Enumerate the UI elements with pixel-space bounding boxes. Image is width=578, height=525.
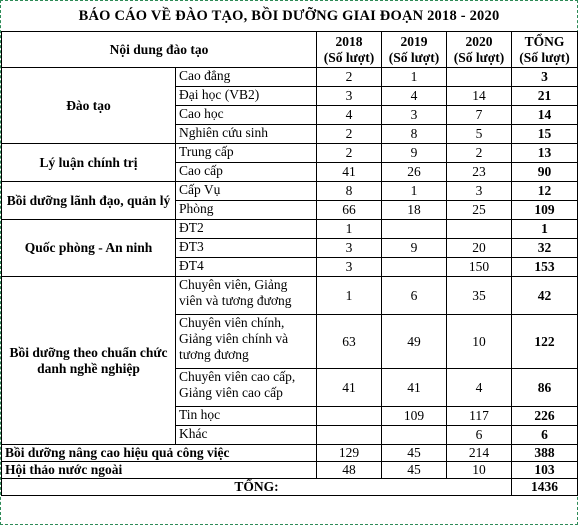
cell-2019: 49 (382, 315, 447, 369)
table-row (2, 445, 578, 462)
row-label: Trung cấp (176, 144, 317, 163)
cell-2020: 150 (447, 258, 512, 277)
cell-2020: 35 (447, 277, 512, 315)
cell-total: 1 (512, 220, 578, 239)
cell-total: 109 (512, 201, 578, 220)
cell-total: 103 (512, 462, 578, 479)
table-row (2, 182, 578, 201)
cell-2019: 9 (382, 239, 447, 258)
cell-total: 90 (512, 163, 578, 182)
cell-2018: 41 (317, 163, 382, 182)
cell-2018: 4 (317, 106, 382, 125)
header-2019: 2019 (Số lượt) (382, 32, 447, 68)
row-label: Cao học (176, 106, 317, 125)
cell-total: 6 (512, 426, 578, 445)
table-row (2, 68, 578, 87)
table-row (2, 462, 578, 479)
cell-2020: 10 (447, 462, 512, 479)
cell-2018: 129 (317, 445, 382, 462)
cell-2020 (447, 220, 512, 239)
cell-2019 (382, 258, 447, 277)
cell-2020 (447, 68, 512, 87)
cell-2020: 2 (447, 144, 512, 163)
cell-2018 (317, 407, 382, 426)
table-header-row (2, 32, 578, 68)
cell-2018: 1 (317, 277, 382, 315)
cell-2019: 6 (382, 277, 447, 315)
cell-2018: 2 (317, 125, 382, 144)
cell-2018: 63 (317, 315, 382, 369)
group-lanh-dao: Bồi dưỡng lãnh đạo, quản lý (2, 182, 176, 220)
cell-2018: 48 (317, 462, 382, 479)
group-chuan-chuc-danh: Bồi dưỡng theo chuẩn chức danh nghề nghiệp (2, 277, 176, 445)
grand-total-label: TỔNG: (2, 479, 512, 496)
header-content: Nội dung đào tạo (2, 32, 317, 68)
cell-2018: 41 (317, 369, 382, 407)
group-quoc-phong: Quốc phòng - An ninh (2, 220, 176, 277)
cell-2018: 1 (317, 220, 382, 239)
group-dao-tao: Đào tạo (2, 68, 176, 144)
row-label: ĐT2 (176, 220, 317, 239)
cell-2018 (317, 426, 382, 445)
cell-total: 122 (512, 315, 578, 369)
header-2018: 2018 (Số lượt) (317, 32, 382, 68)
group-ly-luan: Lý luận chính trị (2, 144, 176, 182)
cell-2019: 45 (382, 462, 447, 479)
cell-total: 388 (512, 445, 578, 462)
row-label: Chuyên viên, Giảng viên và tương đương (176, 277, 317, 315)
cell-total: 86 (512, 369, 578, 407)
cell-2020: 4 (447, 369, 512, 407)
cell-2019: 9 (382, 144, 447, 163)
header-total: TỔNG (Số lượt) (512, 32, 578, 68)
grand-total-row (2, 479, 578, 496)
cell-2020: 10 (447, 315, 512, 369)
cell-2019: 109 (382, 407, 447, 426)
cell-2018: 2 (317, 144, 382, 163)
cell-2018: 3 (317, 87, 382, 106)
row-label: Khác (176, 426, 317, 445)
cell-2019: 1 (382, 182, 447, 201)
table-row (2, 220, 578, 239)
cell-2018: 2 (317, 68, 382, 87)
cell-2019: 45 (382, 445, 447, 462)
grand-total-value: 1436 (512, 479, 578, 496)
row-label: Chuyên viên cao cấp, Giảng viên cao cấp (176, 369, 317, 407)
cell-total: 3 (512, 68, 578, 87)
cell-2018: 3 (317, 258, 382, 277)
group-hieu-qua: Bồi dưỡng nâng cao hiệu quả công việc (2, 445, 317, 462)
row-label: Cao đẳng (176, 68, 317, 87)
group-hoi-thao: Hội thảo nước ngoài (2, 462, 317, 479)
training-report-table (1, 31, 578, 496)
cell-2020: 23 (447, 163, 512, 182)
row-label: Tin học (176, 407, 317, 426)
cell-total: 226 (512, 407, 578, 426)
row-label: ĐT4 (176, 258, 317, 277)
table-row (2, 144, 578, 163)
cell-2020: 20 (447, 239, 512, 258)
cell-2020: 25 (447, 201, 512, 220)
cell-total: 153 (512, 258, 578, 277)
cell-2020: 117 (447, 407, 512, 426)
cell-2019: 41 (382, 369, 447, 407)
cell-total: 12 (512, 182, 578, 201)
cell-total: 21 (512, 87, 578, 106)
cell-2019: 18 (382, 201, 447, 220)
row-label: Cao cấp (176, 163, 317, 182)
cell-total: 14 (512, 106, 578, 125)
cell-2019: 4 (382, 87, 447, 106)
row-label: Cấp Vụ (176, 182, 317, 201)
cell-2020: 7 (447, 106, 512, 125)
cell-total: 15 (512, 125, 578, 144)
row-label: Nghiên cứu sinh (176, 125, 317, 144)
cell-total: 42 (512, 277, 578, 315)
cell-2020: 214 (447, 445, 512, 462)
cell-2019: 3 (382, 106, 447, 125)
cell-2020: 14 (447, 87, 512, 106)
cell-2018: 66 (317, 201, 382, 220)
cell-2020: 6 (447, 426, 512, 445)
cell-2020: 3 (447, 182, 512, 201)
cell-2020: 5 (447, 125, 512, 144)
cell-total: 32 (512, 239, 578, 258)
cell-2018: 3 (317, 239, 382, 258)
cell-2019: 8 (382, 125, 447, 144)
cell-2018: 8 (317, 182, 382, 201)
table-row (2, 277, 578, 315)
row-label: Chuyên viên chính, Giảng viên chính và tương đương (176, 315, 317, 369)
cell-2019: 1 (382, 68, 447, 87)
cell-2019 (382, 426, 447, 445)
row-label: ĐT3 (176, 239, 317, 258)
report-title: BÁO CÁO VỀ ĐÀO TẠO, BỒI DƯỠNG GIAI ĐOẠN 2018 - 2020 (78, 8, 500, 24)
cell-total: 13 (512, 144, 578, 163)
cell-2019 (382, 220, 447, 239)
cell-2019: 26 (382, 163, 447, 182)
row-label: Đại học (VB2) (176, 87, 317, 106)
row-label: Phòng (176, 201, 317, 220)
header-2020: 2020 (Số lượt) (447, 32, 512, 68)
